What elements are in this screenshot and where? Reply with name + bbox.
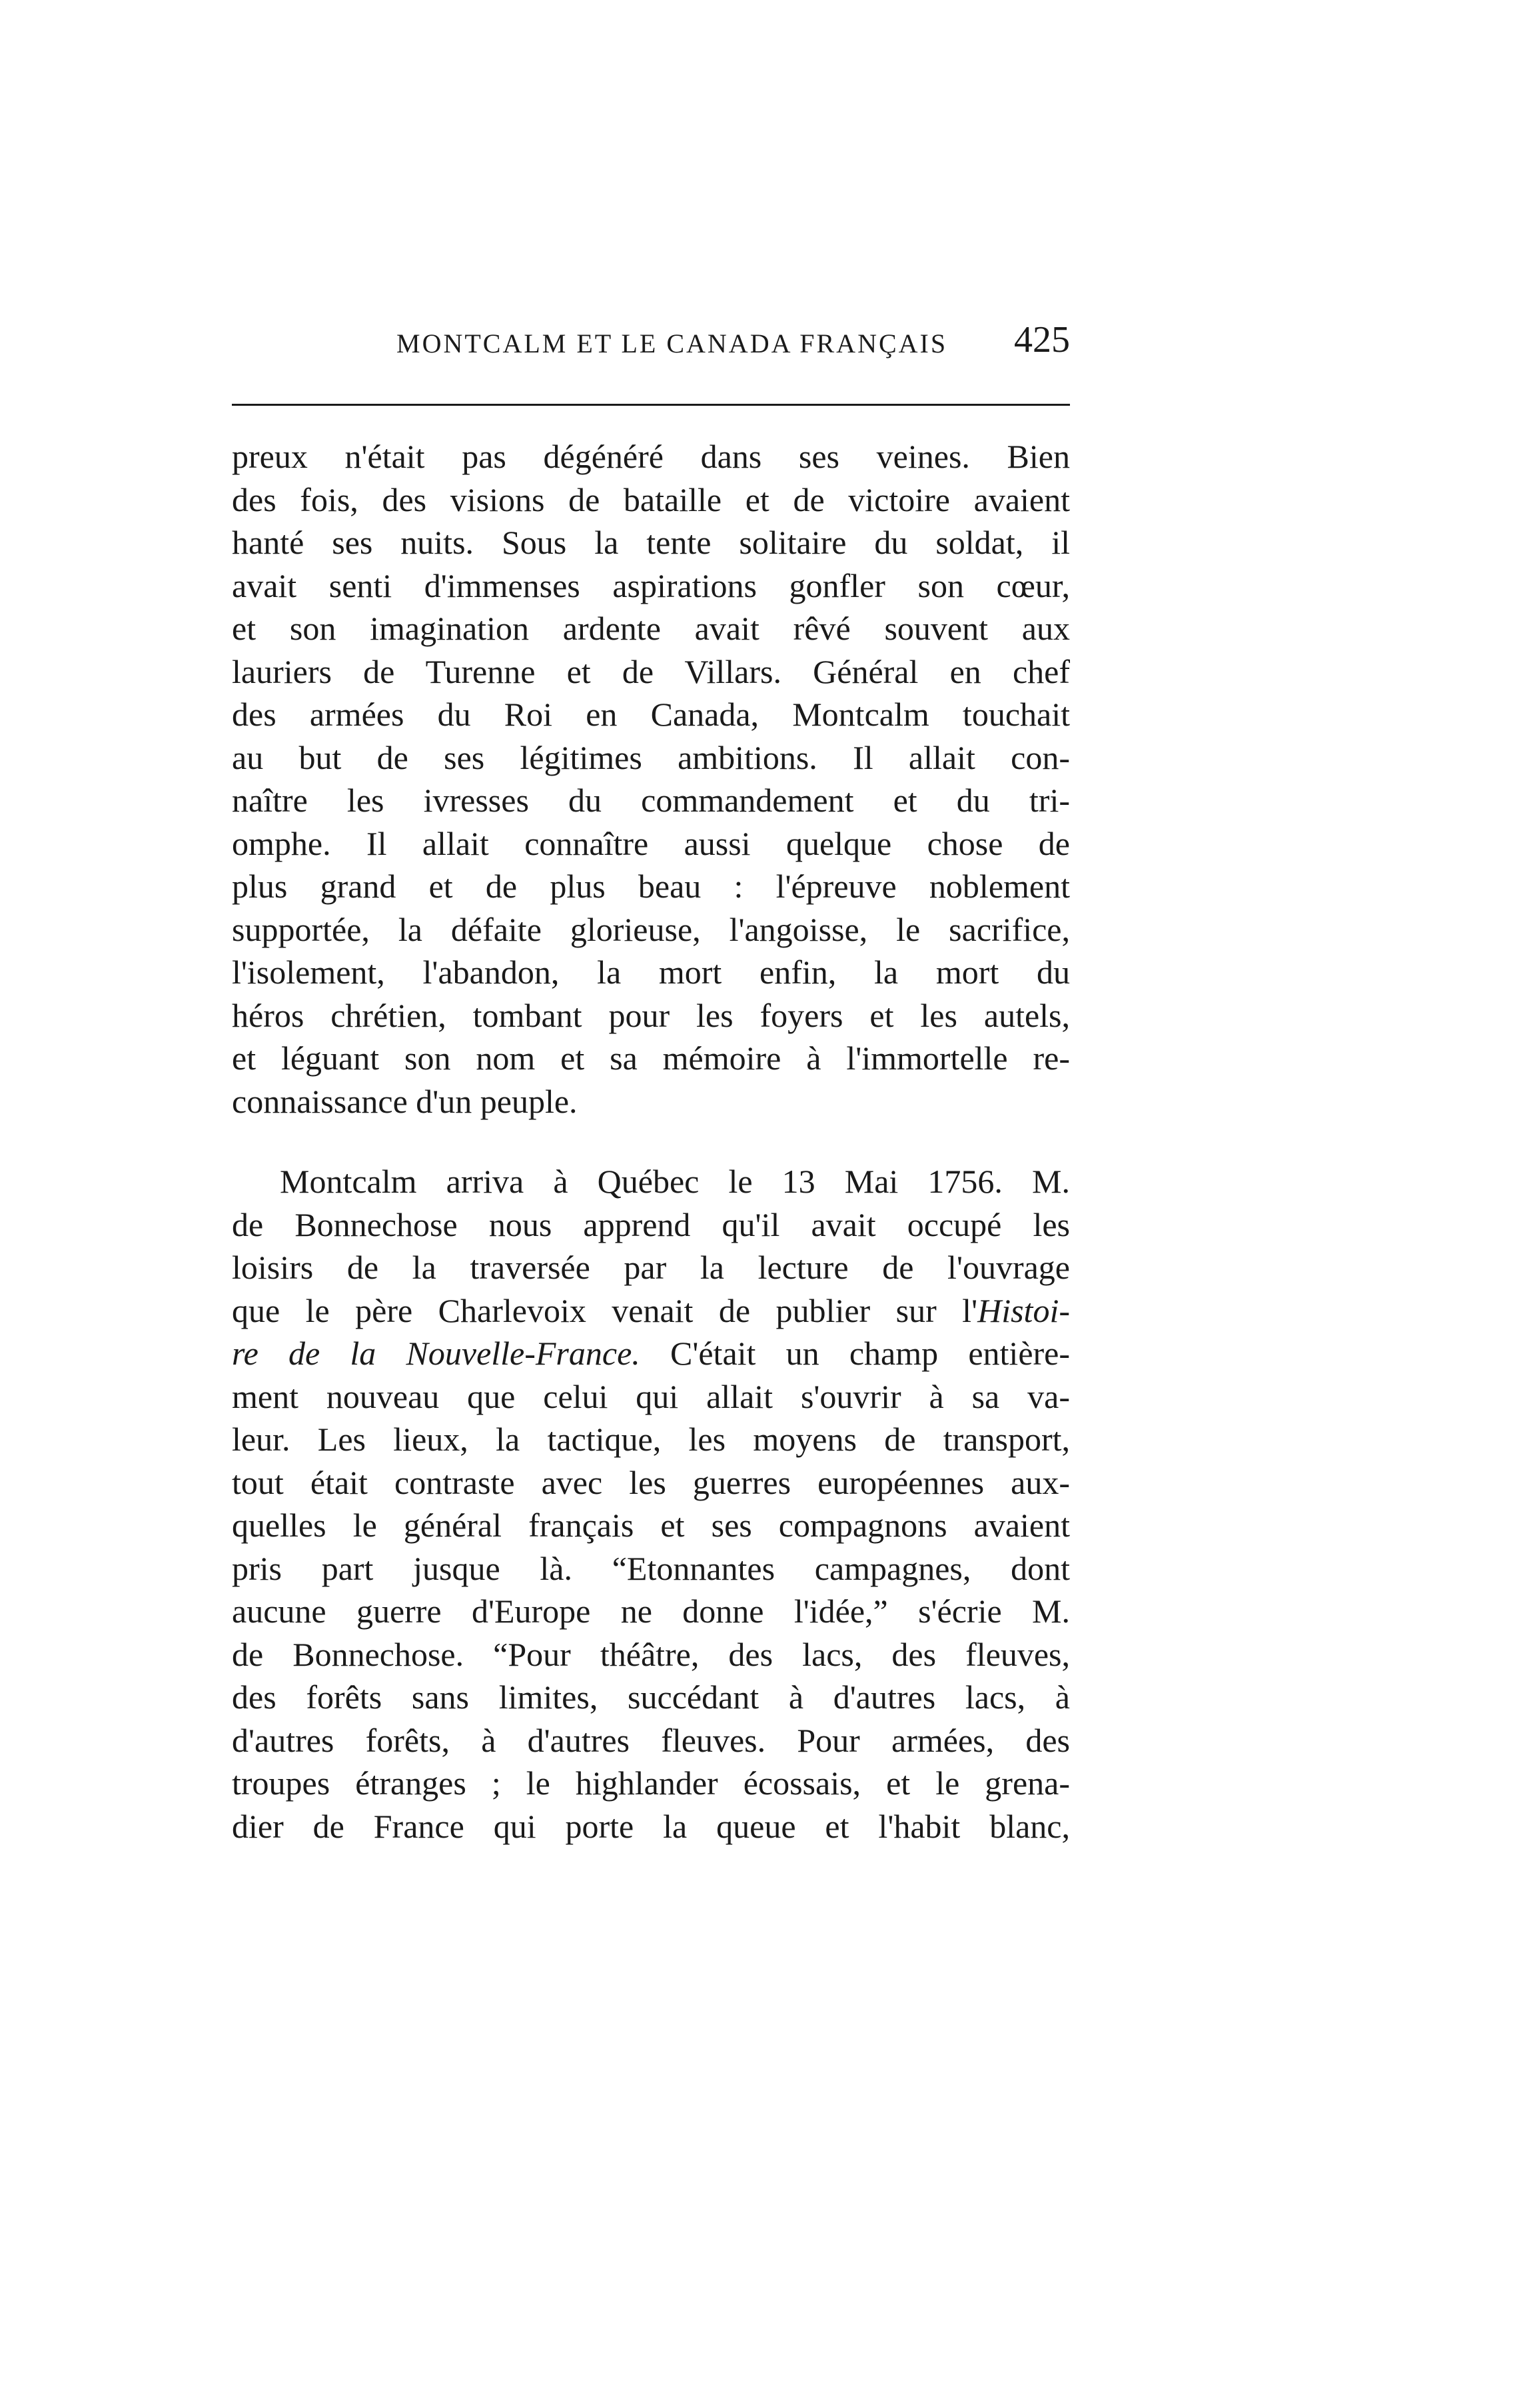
text-line: l'isolement, l'abandon, la mort enfin, la mort du (232, 953, 1070, 991)
running-title: MONTCALM ET LE CANADA FRANÇAIS (396, 328, 948, 358)
text-line: tout était contraste avec les guerres européennes aux- (232, 1463, 1070, 1501)
page-number: 425 (1014, 319, 1070, 360)
text-line: ment nouveau que celui qui allait s'ouvrir à sa va- (232, 1377, 1070, 1415)
text-line: d'autres forêts, à d'autres fleuves. Pour armées, des (232, 1721, 1070, 1759)
paragraph-1 (232, 435, 1070, 1123)
text-line: et son imagination ardente avait rêvé souvent aux (232, 610, 1070, 647)
text-line: connaissance d'un peuple. (232, 1082, 578, 1120)
paragraph-2 (232, 1160, 1070, 1848)
text-line: pris part jusque là. “Etonnantes campagnes, dont (232, 1549, 1070, 1587)
text-line: des fois, des visions de bataille et de victoire avaient (232, 480, 1070, 518)
text-line: aucune guerre d'Europe ne donne l'idée,” s'écrie M. (232, 1592, 1070, 1630)
italic-title: Histoi- (977, 1291, 1070, 1329)
text-line: leur. Les lieux, la tactique, les moyens de transport, (232, 1421, 1070, 1458)
text-line: preux n'était pas dégénéré dans ses veines. Bien (232, 438, 1070, 475)
text-line: lauriers de Turenne et de Villars. Général en chef (232, 652, 1070, 690)
text-run: que le père Charlevoix venait de publier sur l' (232, 1291, 978, 1329)
text-line: de Bonnechose. “Pour théâtre, des lacs, des fleuves, (232, 1635, 1070, 1673)
text-line: héros chrétien, tombant pour les foyers et les autels, (232, 996, 1070, 1034)
text-line: Montcalm arriva à Québec le 13 Mai 1756. M. (280, 1163, 1070, 1200)
text-line: plus grand et de plus beau : l'épreuve noblement (232, 868, 1070, 905)
text-line: et léguant son nom et sa mémoire à l'immortelle re- (232, 1039, 1070, 1077)
text-line: avait senti d'immenses aspirations gonfler son cœur, (232, 566, 1070, 604)
text-line: des armées du Roi en Canada, Montcalm touchait (232, 696, 1070, 733)
running-head (233, 318, 1070, 372)
text-line: hanté ses nuits. Sous la tente solitaire du soldat, il (232, 524, 1070, 561)
text-line: quelles le général français et ses compagnons avaient (232, 1506, 1070, 1544)
italic-title: re de la Nouvelle-France. (232, 1335, 640, 1372)
text-line: omphe. Il allait connaître aussi quelque chose de (232, 824, 1070, 862)
text-run: C'était un champ entière- (640, 1335, 1070, 1372)
text-line: dier de France qui porte la queue et l'habit blanc, (232, 1807, 1070, 1845)
text-line: au but de ses légitimes ambitions. Il allait con- (232, 738, 1070, 776)
text-line-with-italic (232, 1332, 1070, 1375)
text-line: loisirs de la traversée par la lecture de l'ouvrage (232, 1249, 1070, 1286)
header-rule (232, 404, 1070, 406)
text-line: des forêts sans limites, succédant à d'autres lacs, à (232, 1678, 1070, 1716)
text-line: naître les ivresses du commandement et du tri- (232, 782, 1070, 819)
text-line: supportée, la défaite glorieuse, l'angoisse, le sacrifice, (232, 910, 1070, 948)
text-line: troupes étranges ; le highlander écossais, et le grena- (232, 1764, 1070, 1802)
text-line: de Bonnechose nous apprend qu'il avait occupé les (232, 1205, 1070, 1243)
text-line-with-italic (232, 1289, 1070, 1333)
